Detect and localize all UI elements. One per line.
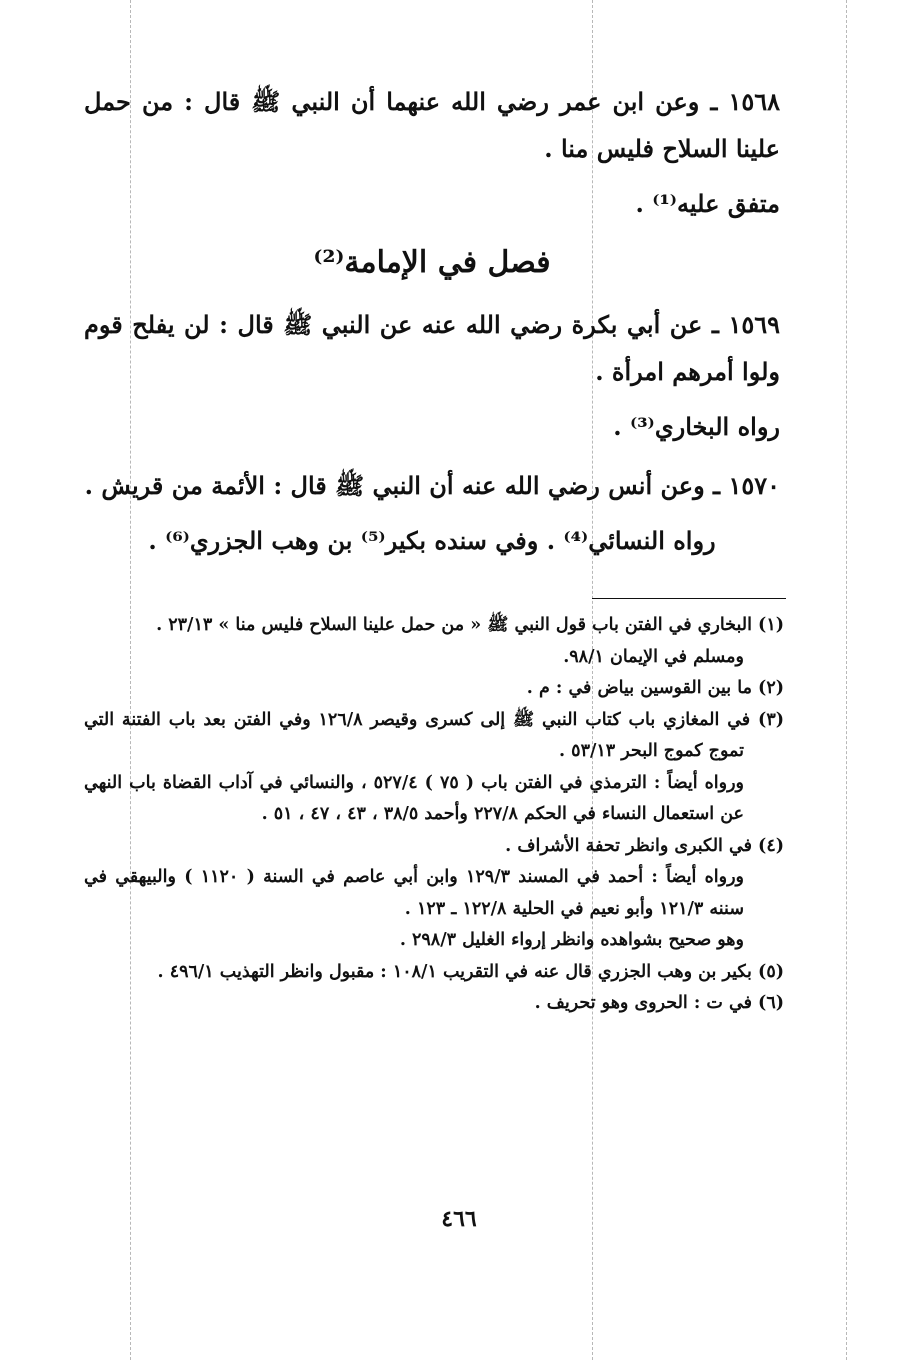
footnote-4-cont: ورواه أيضاً : أحمد في المسند ١٢٩/٣ وابن أبي عاصم في السنة ( ١١٢٠ ) والبيهقي في سننه ١٢١/٣ وأبو نعيم في الحلية ١٢٢/٨ ـ ١٢٣ .	[84, 867, 744, 919]
main-text	[84, 78, 780, 576]
footnote-separator	[592, 598, 786, 599]
hadith-1569-citation: رواه البخاري⁽³⁾ .	[613, 412, 780, 441]
footnote-6: (٦) في ت : الحروى وهو تحريف .	[534, 993, 784, 1013]
footnote-4-cont-2: وهو صحيح بشواهده وانظر إرواء الغليل ٢٩٨/٣ .	[399, 930, 744, 950]
footnote-5: (٥) بكير بن وهب الجزري قال عنه في التقريب ١٠٨/١ : مقبول وانظر التهذيب ٤٩٦/١ .	[157, 961, 784, 982]
hadith-1568: ١٥٦٨ ـ وعن ابن عمر رضي الله عنهما أن النبي ﷺ قال : من حمل علينا السلاح فليس منا .	[84, 87, 780, 163]
hadith-1568-citation: متفق عليه⁽¹⁾ .	[635, 189, 780, 218]
footnote-2: (٢) ما بين القوسين بياض في : م .	[526, 678, 784, 698]
footnote-4: (٤) في الكبرى وانظر تحفة الأشراف .	[505, 835, 784, 856]
section-heading: فصل في الإمامة⁽²⁾	[313, 245, 551, 280]
hadith-1570: ١٥٧٠ ـ وعن أنس رضي الله عنه أن النبي ﷺ قال : الأئمة من قريش .	[84, 471, 780, 500]
fold-guide-right	[846, 0, 847, 1360]
page-number: ٤٦٦	[441, 1206, 477, 1232]
footnotes	[84, 610, 784, 1020]
footnote-1: (١) البخاري في الفتن باب قول النبي ﷺ « من حمل علينا السلاح فليس منا » ٢٣/١٣ .	[156, 615, 784, 635]
hadith-1569: ١٥٦٩ ـ عن أبي بكرة رضي الله عنه عن النبي ﷺ قال : لن يفلح قوم ولوا أمرهم امرأة .	[84, 310, 781, 386]
footnote-3: (٣) في المغازي باب كتاب النبي ﷺ إلى كسرى وقيصر ١٢٦/٨ وفي الفتن بعد باب الفتنة التي تموج كموج البحر ٥٣/١٣ .	[84, 709, 784, 761]
footnote-1-cont: ومسلم في الإيمان ٩٨/١.	[563, 646, 744, 667]
hadith-1570-citation: رواه النسائي⁽⁴⁾ . وفي سنده بكير⁽⁵⁾ بن وهب الجزري⁽⁶⁾ .	[148, 526, 716, 555]
footnote-3-cont: ورواه أيضاً : الترمذي في الفتن باب ( ٧٥ ) ٥٢٧/٤ ، والنسائي في آداب القضاة باب النهي عن استعمال النساء في الحكم ٢٢٧/٨ وأحمد ٣٨/٥ ، ٤٣ ، ٤٧ ، ٥١ .	[84, 772, 745, 824]
